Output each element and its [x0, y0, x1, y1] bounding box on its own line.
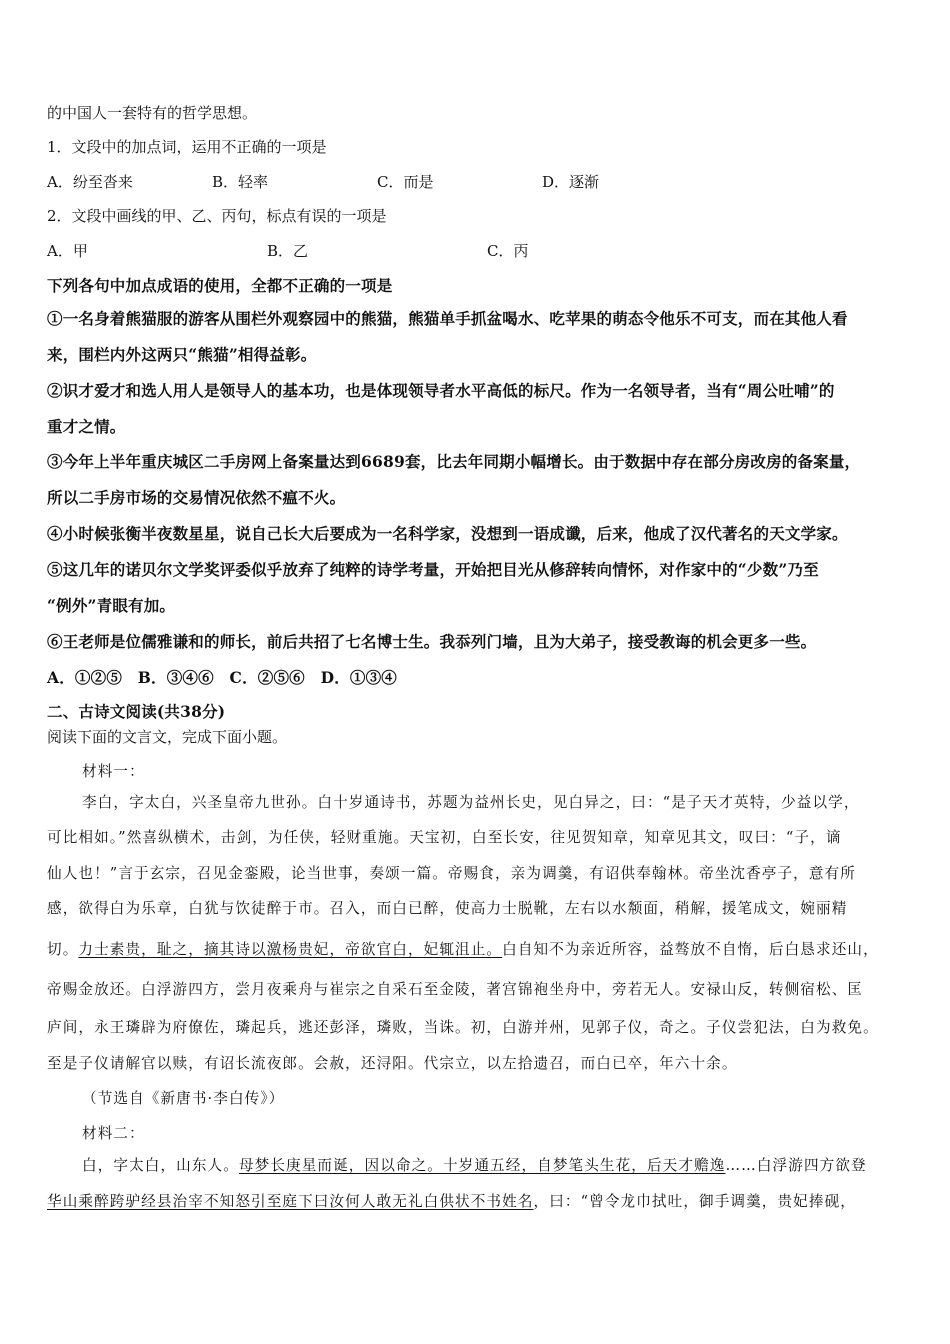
idiom-answer-options: A．①②⑤ B．③④⑥ C．②⑤⑥ D．①③④ — [47, 668, 398, 687]
q1-option-b: B．轻率 — [212, 173, 269, 191]
material-2-line-2 — [47, 1192, 856, 1212]
idiom-sentence-1-line-2: 来，围栏内外这两只“熊猫”相得益彰。 — [47, 345, 317, 364]
idiom-sentence-4: ④小时候张衡半夜数星星，说自己长大后要成为一名科学家，没想到一语成谶，后来，他成了汉代著名的天文学家。 — [47, 524, 848, 543]
idiom-sentence-3-line-1: ③今年上半年重庆城区二手房网上备案量达到6689套，比去年同期小幅增长。由于数据中存在部分房改房的备案量， — [47, 452, 861, 471]
section-instruction: 阅读下面的文言文，完成下面小题。 — [47, 728, 288, 746]
material-1-source: （节选自《新唐书·李白传》） — [82, 1090, 285, 1107]
idiom-sentence-2-line-2: 重才之情。 — [47, 417, 126, 436]
material-1-line-5 — [47, 940, 879, 960]
material-2-line-1 — [82, 1156, 867, 1176]
idiom-sentence-1-line-1: ①一名身着熊猫服的游客从围栏外观察园中的熊猫，熊猫单手抓盆喝水、吃苹果的萌态令他乐不可支，而在其他人看 — [47, 309, 848, 328]
material-1-line-2: 可比相如。”然喜纵横术，击剑，为任侠，轻财重施。天宝初，白至长安，往见贺知章，知章见其文，叹曰：“子，谪 — [47, 829, 842, 846]
material-1-line-5-end: 白自知不为亲近所容，益骜放不自惰，后白恳求还山， — [502, 941, 879, 958]
material-2-line-1-start: 白，字太白，山东人。 — [82, 1157, 239, 1174]
section-heading: 二、古诗文阅读(共38分) — [47, 702, 226, 721]
material-1-line-3: 仙人也！”言于玄宗，召见金銮殿，论当世事，奏颂一篇。帝赐食，亲为调羹，有诏供奉翰林。帝坐沈香亭子，意有所 — [47, 865, 856, 882]
material-1-line-8: 至是子仪请解官以赎，有诏长流夜郎。会赦，还浔阳。代宗立，以左拾遗召，而白已卒，年六十余。 — [47, 1055, 738, 1072]
material-1-label: 材料一： — [82, 763, 145, 780]
intro-tail-line: 的中国人一套特有的哲学思想。 — [47, 104, 258, 122]
q2-option-a: A．甲 — [47, 242, 88, 260]
q1-option-d: D．逐渐 — [542, 173, 600, 191]
q1-option-a: A．纷至沓来 — [47, 173, 133, 191]
idiom-sentence-3-line-2: 所以二手房市场的交易情况依然不瘟不火。 — [47, 488, 346, 507]
material-1-line-5-start: 切。 — [47, 941, 79, 958]
material-2-label: 材料二： — [82, 1125, 145, 1142]
material-1-line-4: 感，欲得白为乐章，白犹与饮徒醉于市。召入，而白已醉，使高力士脱靴，左右以水颒面，稍解，援笔成文，婉丽精 — [47, 900, 848, 917]
material-1-underlined-sentence: 力士素贵，耻之，摘其诗以激杨贵妃，帝欲官白，妃辄沮止。 — [78, 941, 503, 958]
material-1-line-1: 李白，字太白，兴圣皇帝九世孙。白十岁通诗书，苏题为益州长史，见白异之，曰：“是子天才英特，少益以学， — [82, 794, 860, 811]
idiom-sentence-5-line-1: ⑤这几年的诺贝尔文学奖评委似乎放弃了纯粹的诗学考量，开始把目光从修辞转向情怀，对作家中的“少数”乃至 — [47, 560, 819, 579]
material-1-line-6: 帝赐金放还。白浮游四方，尝月夜乘舟与崔宗之自采石至金陵，著宫锦袍坐舟中，旁若无人。安禄山反，转侧宿松、匡 — [47, 981, 864, 998]
material-2-line-2-end: ，曰：“曾令龙巾拭吐，御手调羹，贵妃捧砚， — [533, 1193, 856, 1210]
idiom-sentence-2-line-1: ②识才爱才和选人用人是领导人的基本功，也是体现领导者水平高低的标尺。作为一名领导者，当有“周公吐哺”的 — [47, 381, 835, 400]
material-1-line-7: 庐间，永王璘辟为府僚佐，璘起兵，逃还彭泽，璘败，当诛。初，白游并州，见郭子仪，奇之。子仪尝犯法，白为救免。 — [47, 1019, 879, 1036]
question-2: 2．文段中画线的甲、乙、丙句，标点有误的一项是 — [47, 207, 387, 225]
material-2-line-1-end: ……白浮游四方欲登 — [725, 1157, 867, 1174]
question-1: 1．文段中的加点词，运用不正确的一项是 — [47, 138, 327, 156]
q1-option-c: C．而是 — [377, 173, 434, 191]
material-2-underlined-unpunctuated: 华山乘醉跨驴经县治宰不知怒引至庭下曰汝何人敢无礼白供状不书姓名 — [47, 1193, 534, 1210]
idiom-question-stem: 下列各句中加点成语的使用，全都不正确的一项是 — [47, 276, 393, 295]
material-2-underlined-phrase: 母梦长庚星而诞，因以命之。十岁通五经，自梦笔头生花，后天才赡逸 — [238, 1157, 726, 1174]
q2-option-b: B．乙 — [267, 242, 309, 260]
q2-option-c: C．丙 — [487, 242, 529, 260]
idiom-sentence-6: ⑥王老师是位儒雅谦和的师长，前后共招了七名博士生。我忝列门墙，且为大弟子，接受教诲的机会更多一些。 — [47, 632, 817, 651]
idiom-sentence-5-line-2: “例外”青眼有加。 — [47, 596, 176, 615]
